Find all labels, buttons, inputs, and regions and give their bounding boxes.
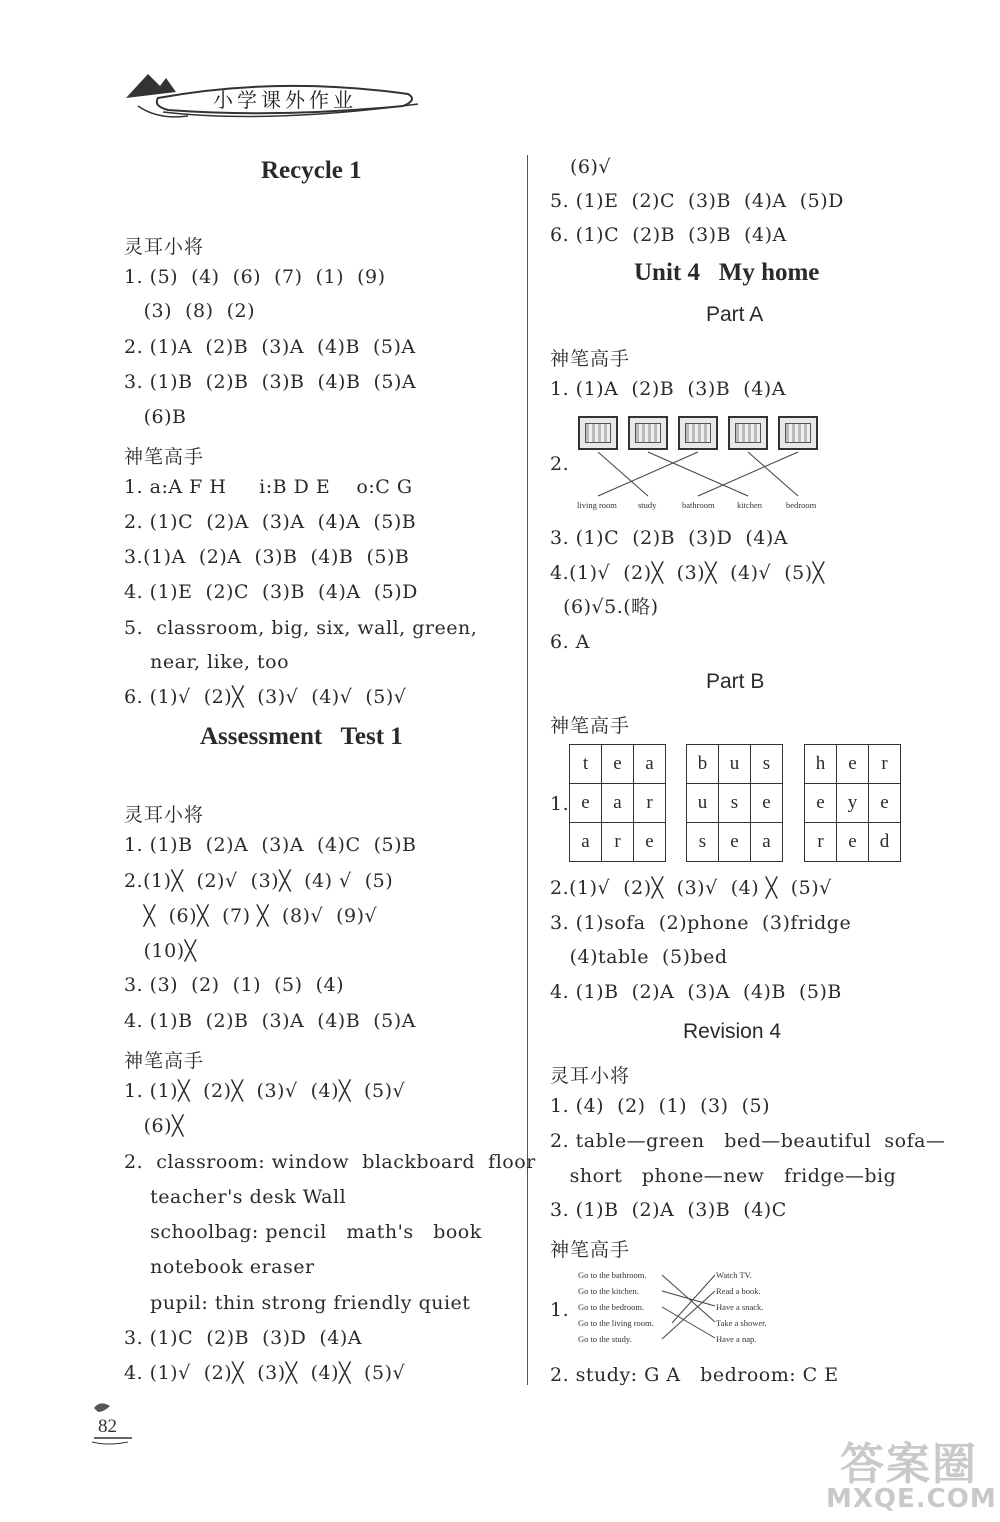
answer-line: 1. a:A F H i:B D E o:C G (124, 476, 413, 498)
grid-cell: e (602, 745, 634, 784)
answer-line: 5. (1)E (2)C (3)B (4)A (5)D (550, 190, 844, 212)
grid-cell: e (719, 823, 751, 862)
part-b-label: Part B (706, 670, 765, 693)
room-label: bathroom (682, 500, 715, 510)
phrase-right: Have a snack. (716, 1302, 764, 1312)
grid-cell: a (602, 784, 634, 823)
grid-cell: e (751, 784, 783, 823)
room-picture-icon (778, 416, 818, 450)
room-label: living room (577, 500, 617, 510)
answer-line: 4. (1)B (2)A (3)A (4)B (5)B (550, 981, 842, 1003)
grid-cell: s (719, 784, 751, 823)
grid-cell: e (634, 823, 666, 862)
watermark-url: MXQE.COM (826, 1484, 997, 1514)
room-picture-icon (578, 416, 618, 450)
answer-line: 4. (1)E (2)C (3)B (4)A (5)D (124, 581, 418, 603)
grid-cell: e (837, 823, 869, 862)
item-number: 2. (550, 453, 570, 475)
answer-line: 2. study: G A bedroom: C E (550, 1364, 839, 1386)
answer-line: 4. (1)B (2)B (3)A (4)B (5)A (124, 1010, 416, 1032)
answer-line: short phone—new fridge—big (550, 1165, 897, 1187)
grid-cell: r (805, 823, 837, 862)
answer-line: 1. (5) (4) (6) (7) (1) (9) (124, 266, 386, 288)
grid-cell: r (602, 823, 634, 862)
page-number: 82 (98, 1416, 117, 1437)
grid-cell: s (751, 745, 783, 784)
grid-cell: u (719, 745, 751, 784)
grid-cell: e (869, 784, 901, 823)
item-number: 1. (550, 1299, 570, 1321)
assessment-title: Assessment Test 1 (200, 723, 403, 750)
phrase-left: Go to the bathroom. (578, 1270, 647, 1280)
room-picture-icon (678, 416, 718, 450)
grid-cell: t (570, 745, 602, 784)
page-number-badge (88, 1398, 138, 1446)
phrase-right: Have a nap. (716, 1334, 757, 1344)
answer-line: 1. (4) (2) (1) (3) (5) (550, 1095, 771, 1117)
phrase-left: Go to the living room. (578, 1318, 654, 1328)
answer-line: 1. (1)B (2)A (3)A (4)C (5)B (124, 834, 417, 856)
answer-line: 2. (1)C (2)A (3)A (4)A (5)B (124, 511, 417, 533)
room-label: kitchen (737, 500, 763, 510)
answer-line: 4.(1)√ (2)╳ (3)╳ (4)√ (5)╳ (550, 562, 825, 584)
grid-cell: a (570, 823, 602, 862)
answer-line: 6. A (550, 631, 590, 653)
grid-cell: e (805, 784, 837, 823)
part-b-section: 神笔高手 (550, 715, 631, 737)
answer-line: 5. classroom, big, six, wall, green, (124, 617, 478, 639)
answer-line: near, like, too (124, 651, 290, 673)
column-divider (527, 155, 528, 1385)
phrase-left: Go to the study. (578, 1334, 632, 1344)
answer-line: 3.(1)A (2)A (3)B (4)B (5)B (124, 546, 410, 568)
room-picture-icon (728, 416, 768, 450)
grid-cell: y (837, 784, 869, 823)
answer-line: (6)√5.(略) (550, 596, 659, 618)
answer-line: (6)B (124, 406, 187, 428)
header-banner (118, 68, 428, 128)
letter-grid (804, 744, 901, 862)
answer-line: 2.(1)√ (2)╳ (3)√ (4) ╳ (5)√ (550, 877, 832, 899)
grid-cell: e (570, 784, 602, 823)
answer-line: 2.(1)╳ (2)√ (3)╳ (4) √ (5) (124, 870, 394, 892)
grid-cell: b (687, 745, 719, 784)
phrase-right: Read a book. (716, 1286, 761, 1296)
item-number: 1. (550, 793, 570, 815)
answer-line: 6. (1)√ (2)╳ (3)√ (4)√ (5)√ (124, 686, 407, 708)
recycle-section-write: 神笔高手 (124, 446, 205, 468)
recycle-title: Recycle 1 (261, 157, 362, 184)
revision-section-write: 神笔高手 (550, 1239, 631, 1261)
grid-cell: a (634, 745, 666, 784)
room-label: study (638, 500, 657, 510)
answer-line: 6. (1)C (2)B (3)B (4)A (550, 224, 787, 246)
grid-cell: r (634, 784, 666, 823)
answer-line: notebook eraser (124, 1256, 315, 1278)
answer-line: teacher's desk Wall (124, 1186, 347, 1208)
letter-grid (686, 744, 783, 862)
answer-line: 2. table—green bed—beautiful sofa— (550, 1130, 946, 1152)
answer-line: ╳ (6)╳ (7) ╳ (8)√ (9)√ (124, 905, 378, 927)
phrase-left: Go to the bedroom. (578, 1302, 645, 1312)
answer-line: 3. (1)C (2)B (3)D (4)A (124, 1327, 363, 1349)
grid-cell: s (687, 823, 719, 862)
grid-cell: r (869, 745, 901, 784)
answer-line: 3. (1)B (2)B (3)B (4)B (5)A (124, 371, 417, 393)
grid-cell: h (805, 745, 837, 784)
assessment-section-write: 神笔高手 (124, 1050, 205, 1072)
answer-line: 1. (1)╳ (2)╳ (3)√ (4)╳ (5)√ (124, 1080, 406, 1102)
grid-cell: d (869, 823, 901, 862)
answer-line: (4)table (5)bed (550, 946, 728, 968)
matching-lines-phrases (660, 1270, 720, 1350)
grid-cell: a (751, 823, 783, 862)
part-a-label: Part A (706, 303, 764, 326)
answer-line: 4. (1)√ (2)╳ (3)╳ (4)╳ (5)√ (124, 1362, 406, 1384)
answer-line: (6)√ (570, 156, 612, 178)
revision-section-listen: 灵耳小将 (550, 1065, 631, 1087)
answer-line: 3. (3) (2) (1) (5) (4) (124, 974, 345, 996)
recycle-section-listen: 灵耳小将 (124, 236, 205, 258)
grid-cell: e (837, 745, 869, 784)
answer-line: 2. classroom: window blackboard floor (124, 1151, 536, 1173)
room-label: bedroom (786, 500, 817, 510)
grid-cell: u (687, 784, 719, 823)
answer-line: 3. (1)C (2)B (3)D (4)A (550, 527, 789, 549)
phrase-right: Take a shower. (716, 1318, 767, 1328)
revision-title: Revision 4 (683, 1020, 782, 1043)
answer-line: 3. (1)sofa (2)phone (3)fridge (550, 912, 852, 934)
assessment-section-listen: 灵耳小将 (124, 804, 205, 826)
part-a-section: 神笔高手 (550, 348, 631, 370)
answer-line: (10)╳ (124, 940, 197, 962)
watermark-logo: 答案圈 (840, 1439, 978, 1490)
answer-line: 3. (1)B (2)A (3)B (4)C (550, 1199, 787, 1221)
unit-title: Unit 4 My home (634, 259, 820, 286)
answer-line: 1. (1)A (2)B (3)B (4)A (550, 378, 786, 400)
answer-line: schoolbag: pencil math's book (124, 1221, 482, 1243)
letter-grid (569, 744, 666, 862)
banner-title: 小学课外作业 (213, 88, 357, 112)
answer-line: (3) (8) (2) (124, 300, 256, 322)
phrase-right: Watch TV. (716, 1270, 752, 1280)
answer-line: (6)╳ (124, 1115, 184, 1137)
answer-line: pupil: thin strong friendly quiet (124, 1292, 471, 1314)
phrase-left: Go to the kitchen. (578, 1286, 639, 1296)
room-picture-icon (628, 416, 668, 450)
matching-lines-rooms (570, 450, 830, 500)
answer-line: 2. (1)A (2)B (3)A (4)B (5)A (124, 336, 416, 358)
